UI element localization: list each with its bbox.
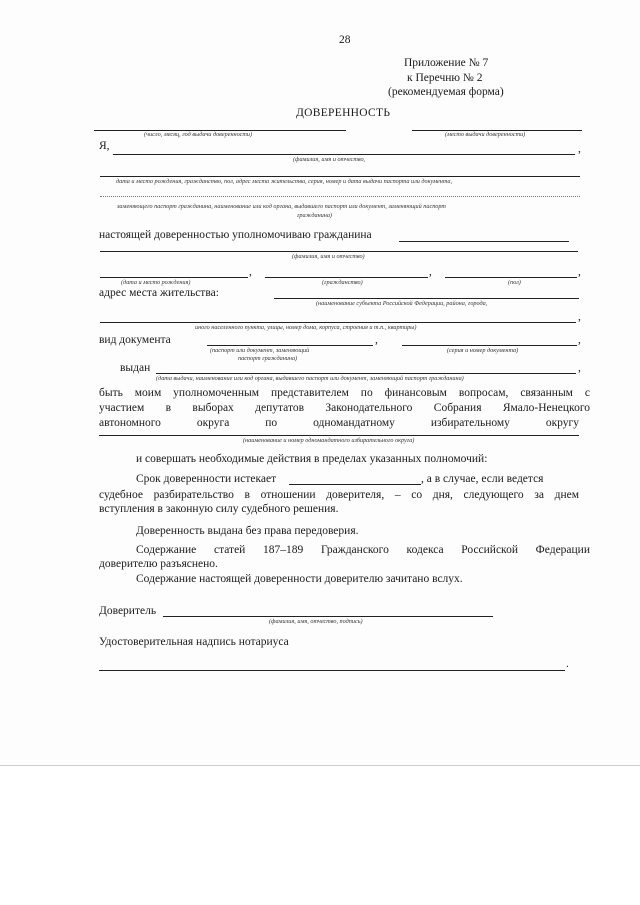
p1-line-1: быть моим уполномоченным представителем по финансовым вопросам, связанным с — [99, 387, 590, 399]
comma: , — [429, 266, 432, 278]
p6-text: Содержание настоящей доверенности доверителю зачитано вслух. — [136, 573, 463, 585]
comma: , — [578, 334, 581, 346]
fio2-caption: (фамилия, имя и отчество) — [292, 253, 365, 260]
citizenship-line[interactable] — [265, 277, 428, 278]
address-line-2[interactable] — [100, 322, 576, 323]
agent-name-line[interactable] — [399, 241, 569, 242]
authorize-text: настоящей доверенностью уполномочиваю гражданина — [99, 229, 372, 241]
agent-name-line-2[interactable] — [100, 251, 578, 252]
comma: , — [375, 334, 378, 346]
p3-text-b: , а в случае, если ведется — [421, 473, 544, 485]
passport-caption-b: паспорт гражданина) — [238, 355, 298, 362]
list-ref-line: к Перечню № 2 — [407, 72, 483, 84]
birth-caption-2: заменяющего паспорт гражданина, наименование или код органа, выдавшего паспорт или документ, заменяющий паспорт — [117, 203, 446, 210]
citizenship-caption: (гражданство) — [322, 279, 363, 286]
district-line[interactable] — [99, 435, 579, 436]
form-type-line: (рекомендуемая форма) — [388, 86, 504, 98]
p5-line-1: Содержание статей 187–189 Гражданского кодекса Российской Федерации — [136, 544, 590, 556]
p4-text: Доверенность выдана без права передоверия. — [136, 525, 359, 537]
signer-caption: (фамилия, имя, отчество, подпись) — [269, 618, 363, 625]
comma: , — [578, 266, 581, 278]
subject-caption: (наименование субъекта Российской Федерации, района, города, — [316, 300, 488, 307]
p3-text-a: Срок доверенности истекает — [136, 473, 277, 485]
birth-line[interactable] — [100, 277, 248, 278]
p3-line-2: судебное разбирательство в отношении доверителя, – со дня, следующего за днем — [99, 489, 579, 501]
notary-line[interactable] — [99, 670, 565, 671]
term-line[interactable] — [289, 484, 421, 485]
date-issue-caption: (число, месяц, год выдачи доверенности) — [144, 131, 253, 138]
locality-caption: иного населенного пункта, улицы, номер дома, корпуса, строения и т.п., квартиры) — [195, 324, 417, 331]
ya-label: Я, — [99, 140, 110, 152]
birth-short-caption: (дата и место рождения) — [121, 279, 191, 286]
document-title: ДОВЕРЕННОСТЬ — [296, 107, 391, 119]
passport-details-line[interactable] — [100, 196, 580, 197]
end-dot: . — [566, 658, 569, 670]
p1-line-2: участием в выборах депутатов Законодательного Собрания Ямало-Ненецкого — [99, 402, 590, 414]
p5-line-2: доверителю разъяснено. — [99, 558, 218, 570]
p3-line-3: вступления в законную силу судебного решения. — [99, 503, 339, 515]
comma: , — [578, 311, 581, 323]
issued-label: выдан — [120, 362, 151, 374]
notary-label: Удостоверительная надпись нотариуса — [99, 636, 289, 648]
fio-caption: (фамилия, имя и отчество, — [293, 156, 366, 163]
sex-line[interactable] — [445, 277, 577, 278]
comma: , — [249, 266, 252, 278]
address-label: адрес места жительства: — [99, 287, 219, 299]
sex-caption: (пол) — [508, 279, 521, 286]
series-caption: (серия и номер документа) — [447, 347, 519, 354]
district-caption: (наименование и номер одномандатного избирательного округа) — [243, 437, 415, 444]
place-issue-caption: (место выдачи доверенности) — [445, 131, 526, 138]
comma: , — [578, 362, 581, 374]
issued-caption: (дата выдачи, наименование или код органа, выдавшего паспорт или документ, заменяющий паспорт гражданина) — [156, 375, 464, 382]
birth-caption-3: гражданина) — [297, 212, 332, 219]
birth-caption-1: дата и место рождения, гражданство, пол, адрес места жительства, серия, номер и дата выдачи паспорта или документа, — [116, 178, 453, 185]
passport-caption-a: (паспорт или документ, заменяющий — [210, 347, 310, 354]
doc-type-line[interactable] — [207, 345, 373, 346]
page-number: 28 — [339, 34, 351, 46]
principal-sign-line[interactable] — [163, 616, 493, 617]
doc-series-line[interactable] — [402, 345, 577, 346]
appendix-line: Приложение № 7 — [404, 57, 489, 69]
comma: , — [578, 143, 581, 155]
issued-line[interactable] — [156, 373, 576, 374]
address-line-1[interactable] — [274, 298, 579, 299]
p1-line-3: автономного округа по одномандатному избирательному округу — [99, 417, 579, 429]
principal-label: Доверитель — [99, 605, 157, 617]
principal-name-line[interactable] — [113, 154, 575, 155]
p2-text: и совершать необходимые действия в пределах указанных полномочий: — [136, 453, 488, 465]
doc-type-label: вид документа — [99, 334, 171, 346]
birth-details-line[interactable] — [100, 176, 580, 177]
